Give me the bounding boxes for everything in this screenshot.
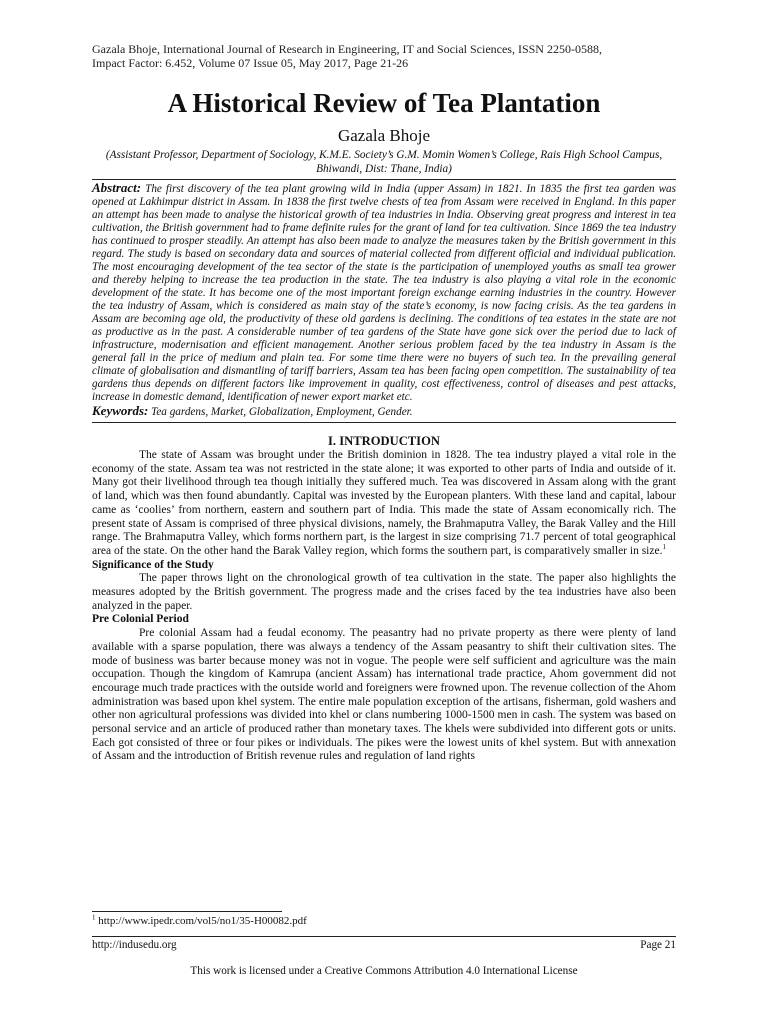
footnote xyxy=(92,915,307,928)
author-name: Gazala Bhoje xyxy=(337,126,431,145)
pre-colonial-paragraph: Pre colonial Assam had a feudal economy. The peasantry had no private property as there were plenty of land available with a sparse population, there was always a tendency of the Assam peasantry to shift their cultivation sites. The mode of business was barter because money was not in vogue. The people were self sufficient and agriculture was the main occupation. Though the kingdom of Kamrupa (ancient Assam) has international trade practice, Ahom government did not encourage much trade practices with the outside world and foreigners were frowned upon. The revenue collection of the Ahom administration was based upon khel system. The entire male population exception of the artisans, fisherman, gold washers and other non agricultural professions was divided into khel or clans numbering 1000-1500 men in cash. The system was based on personal service and an article of produced rather than monetary taxes. The khels were subdivided into different gots or units. Each got consisted of three or four pikes or individuals. The pikes were the lowest units of khel system. But with annexation of Assam and the introduction of British revenue rules and regulation of land rights xyxy=(92,627,676,763)
author-affiliation: (Assistant Professor, Department of Sociology, K.M.E. Society’s G.M. Momin Women’s College, Rais High School Campus, Bhiwandi, Dist: Thane, India) xyxy=(105,149,663,175)
journal-header xyxy=(92,42,676,70)
footnote-divider xyxy=(92,911,282,912)
footnote-link[interactable]: http://www.ipedr.com/vol5/no1/35-H00082.pdf xyxy=(95,915,307,927)
paper-page xyxy=(92,42,676,764)
significance-paragraph: The paper throws light on the chronological growth of tea cultivation in the state. The paper also highlights the measures adopted by the British government. The progress made and the crises faced by the tea industries have also been analyzed in the paper. xyxy=(92,572,676,612)
abstract xyxy=(92,181,676,404)
intro-paragraph xyxy=(92,449,676,559)
keywords-text: Tea gardens, Market, Globalization, Employment, Gender. xyxy=(148,406,413,418)
footnote-reference: 1 xyxy=(662,543,666,552)
license-notice: This work is licensed under a Creative Commons Attribution 4.0 International License xyxy=(190,965,578,977)
abstract-text: The first discovery of the tea plant growing wild in India (upper Assam) in 1821. In 1835 the first tea garden was opened at Lakhimpur district in Assam. In 1838 the first twelve chests of tea from Assam were received in England. In this paper an attempt has been made to analyse the historical growth of tea industries in India. Observing great progress and interest in tea cultivation, the British government had to frame definite rules for the grant of land for tea cultivation. Since 1869 the tea industry has continued to prosper steadily. An attempt has also been made to analyze the measures taken by the British government in this regard. The study is based on secondary data and sources of material collected from different official and individual publication. The most encouraging development of the tea sector of the state is the participation of unemployed youths as small tea grower and thereby helping to increase the tea production in the state. The tea industry is also playing a vital role in the economic development of the state. It has become one of the most important foreign exchange earning industries in the country. However the tea industry of Assam, which is considered as main stay of the state’s economy, is now facing crisis. As the tea gardens in Assam are becoming age old, the productivity of these old gardens is declining. The conditions of tea estates in the state are not as productive as in the past. A considerable number of tea gardens of the State have gone sick over the period due to lack of infrastructure, modernisation and efficient management. Another serious problem faced by the tea industry in Assam is the general fall in the price of medium and plain tea. For some time there were no buyers of such tea. In the prevailing general climate of globalisation and dismantling of tariff barriers, Assam tea has been facing open competition. The sustainability of tea gardens thus depends on different factors like improvement in quality, cost effectiveness, control of diseases and pest attacks, increase in domestic demand, identification of newer export market etc. xyxy=(92,183,676,403)
page-footer xyxy=(92,938,676,952)
introduction-body xyxy=(92,449,676,764)
keywords-label: Keywords: xyxy=(92,403,149,418)
section-heading-introduction: I. INTRODUCTION xyxy=(328,434,440,448)
keywords xyxy=(92,404,676,419)
footer-url[interactable]: http://indusedu.org xyxy=(92,939,177,951)
page-number: Page 21 xyxy=(640,939,676,951)
header-line-1: Gazala Bhoje, International Journal of Research in Engineering, IT and Social Sciences, ISSN 2250-0588, xyxy=(92,42,602,56)
paper-title: A Historical Review of Tea Plantation xyxy=(167,88,601,118)
header-line-2: Impact Factor: 6.452, Volume 07 Issue 05, May 2017, Page 21-26 xyxy=(92,56,409,70)
abstract-label: Abstract: xyxy=(92,180,142,195)
subheading-pre-colonial: Pre Colonial Period xyxy=(92,613,189,626)
keywords-divider xyxy=(92,422,676,423)
footer-divider xyxy=(92,936,676,937)
intro-paragraph-text: The state of Assam was brought under the British dominion in 1828. The tea industry played a vital role in the economy of the state. Assam tea was not restricted in the state alone; it was exported to other parts of India and outside of it. Many got their livelihood through tea though initially they suffered much. Tea was discovered in Assam along with the grant of land, which was then found abundantly. Capital was invested by the European planters. With these land and capital, labour came as ‘coolies’ from northern, eastern and southern part of India. This made the state of Assam economically rich. The present state of Assam is comprised of three physical divisions, namely, the Brahmaputra Valley, the Barak Valley and the Hill range. The Brahmaputra Valley, which forms northern part, is the largest in size comprising 71.7 percent of total geographical area of the state. On the other hand the Barak Valley region, which forms the southern part, is comparatively smaller in size. xyxy=(92,449,676,557)
abstract-divider xyxy=(92,179,676,180)
subheading-significance: Significance of the Study xyxy=(92,558,214,571)
footnote-mark: 1 xyxy=(92,913,96,922)
